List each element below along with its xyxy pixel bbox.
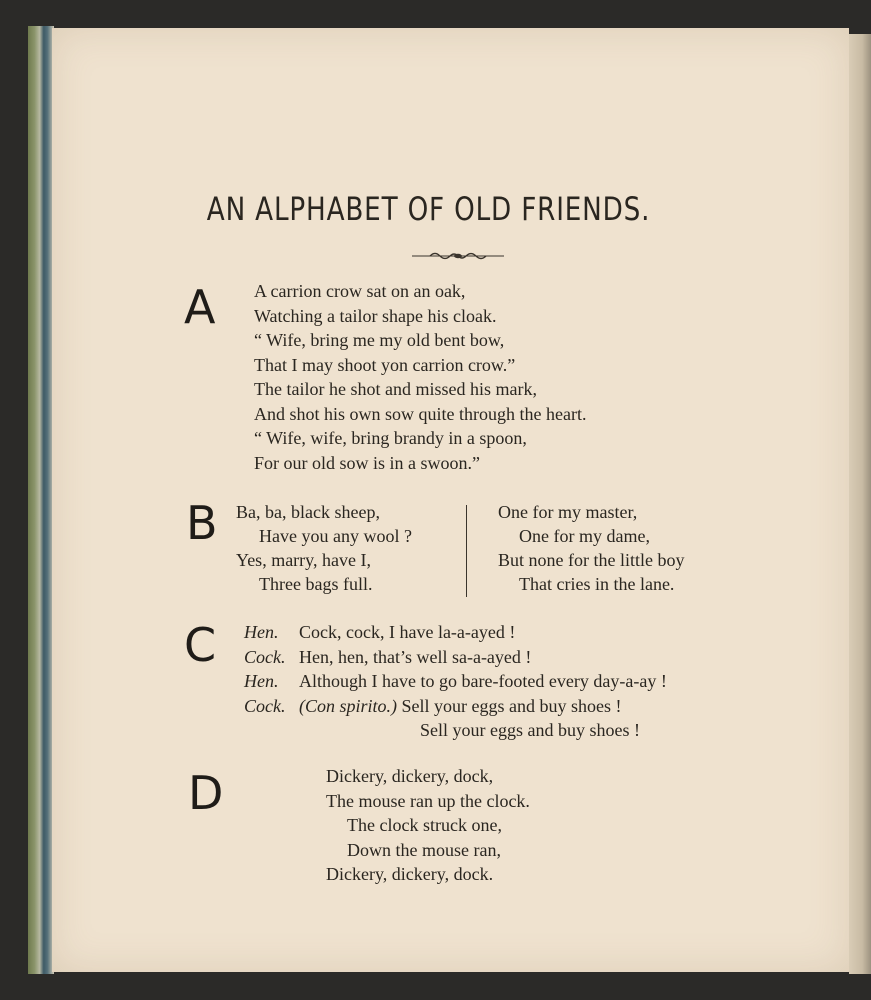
verse-c xyxy=(244,620,667,743)
dialogue-row xyxy=(244,645,667,670)
speaker-label: Hen. xyxy=(244,671,279,691)
verse-a xyxy=(254,279,586,475)
stage-direction: (Con spirito.) xyxy=(299,695,398,716)
verse-d xyxy=(326,764,530,887)
verse-line: “ Wife, wife, bring brandy in a spoon, xyxy=(254,428,527,448)
verse-b-right xyxy=(498,500,684,596)
verse-line: Yes, marry, have I, xyxy=(236,550,371,570)
speaker-label: Hen. xyxy=(244,622,279,642)
verse-line: The mouse ran up the clock. xyxy=(326,790,530,811)
verse-line: Have you any wool ? xyxy=(259,526,412,546)
dialogue-row xyxy=(244,669,667,694)
dialogue-text: Although I have to go bare-footed every day-a-ay ! xyxy=(299,671,667,691)
initial-letter-a: A xyxy=(184,280,216,334)
page-title: AN ALPHABET OF OLD FRIENDS. xyxy=(206,190,651,228)
book-spine-edge xyxy=(28,26,54,974)
speaker-label: Cock. xyxy=(244,646,286,667)
verse-line: For our old sow is in a swoon.” xyxy=(254,452,480,473)
verse-line: One for my dame, xyxy=(519,526,650,546)
verse-line: The tailor he shot and missed his mark, xyxy=(254,379,537,399)
dialogue-text: Hen, hen, that’s well sa-a-ayed ! xyxy=(299,646,532,667)
initial-letter-b: B xyxy=(186,496,218,550)
dialogue-text: Sell your eggs and buy shoes ! xyxy=(401,695,622,716)
verse-line: One for my master, xyxy=(498,502,638,522)
verse-line: Down the mouse ran, xyxy=(347,839,501,860)
verse-line: Three bags full. xyxy=(259,574,373,594)
ornament-divider-icon xyxy=(412,250,504,262)
verse-line: Dickery, dickery, dock. xyxy=(326,864,494,884)
dialogue-row: Sell your eggs and buy shoes ! xyxy=(420,720,640,740)
verse-line: “ Wife, bring me my old bent bow, xyxy=(254,330,505,350)
verse-line: Ba, ba, black sheep, xyxy=(236,502,380,522)
verse-line: And shot his own sow quite through the heart. xyxy=(254,403,587,424)
verse-line: That I may shoot yon carrion crow.” xyxy=(254,354,516,375)
verse-line: But none for the little boy xyxy=(498,550,685,570)
dialogue-row xyxy=(244,620,667,645)
verse-line: A carrion crow sat on an oak, xyxy=(254,281,466,301)
verse-line: That cries in the lane. xyxy=(519,574,675,594)
verse-line: Watching a tailor shape his cloak. xyxy=(254,305,497,326)
dialogue-text: Cock, cock, I have la-a-ayed ! xyxy=(299,622,516,642)
verse-line: The clock struck one, xyxy=(347,815,502,835)
speaker-label: Cock. xyxy=(244,695,286,716)
verse-line: Dickery, dickery, dock, xyxy=(326,766,494,786)
dialogue-row xyxy=(244,694,667,719)
facing-page-edge xyxy=(849,34,871,974)
initial-letter-d: D xyxy=(188,766,224,820)
column-divider xyxy=(466,505,467,597)
initial-letter-c: C xyxy=(184,618,217,672)
verse-b-left xyxy=(236,500,412,596)
